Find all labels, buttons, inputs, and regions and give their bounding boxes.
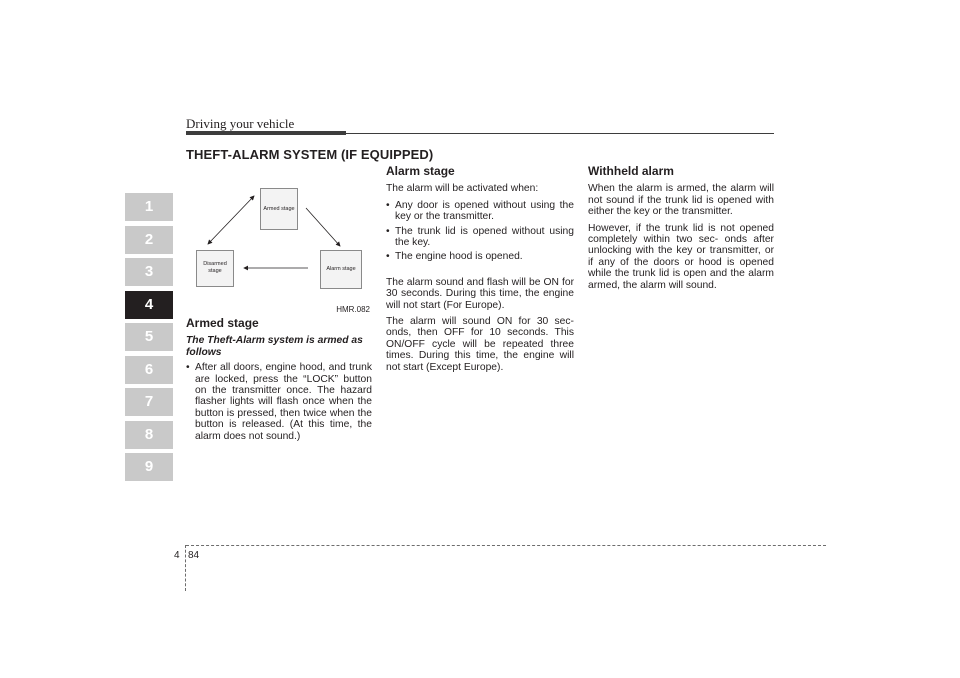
header-rule (346, 133, 774, 134)
running-header-title: Driving your vehicle (186, 116, 295, 131)
alarm-state-diagram (186, 168, 372, 316)
alarm-stage-column (386, 166, 574, 378)
alarm-stage-heading: Alarm stage (386, 164, 455, 178)
withheld-alarm-paragraph-1: When the alarm is armed, the alarm will not sound if the trunk lid is opened with either the key or the transmitter. (588, 183, 774, 218)
armed-stage-intro: The Theft-Alarm system is armed as follows (186, 335, 363, 358)
list-item (386, 251, 574, 262)
chapter-tab-5[interactable]: 5 (125, 323, 173, 351)
chapter-tab-1[interactable]: 1 (125, 193, 173, 221)
arrow-armed-alarm (306, 208, 340, 246)
disarmed-stage-box: Disarmed stage (196, 250, 234, 287)
armed-stage-heading: Armed stage (186, 316, 259, 330)
withheld-alarm-paragraph-2: However, if the trunk lid is not opened completely within two sec- onds after unlocking with the key or transmitter, or if any of the doors or hood is opened while the trunk lid is open and the alarm armed, the alarm will sound. (588, 222, 774, 291)
bullet-dot: • (386, 199, 390, 211)
chapter-tab-6[interactable]: 6 (125, 356, 173, 384)
chapter-tabs (125, 193, 173, 486)
chapter-tab-7[interactable]: 7 (125, 388, 173, 416)
armed-stage-box: Armed stage (260, 188, 298, 230)
footer-page-number: 84 (188, 550, 200, 561)
alarm-stage-bullet-3: The engine hood is opened. (395, 251, 523, 263)
bullet-dot: • (386, 225, 390, 237)
list-item (186, 362, 372, 442)
alarm-stage-paragraph-1: The alarm sound and flash will be ON for 30 seconds. During this time, the engine will not start (For Europe). (386, 276, 574, 311)
header-accent-bar (186, 131, 346, 135)
list-item (386, 226, 574, 249)
list-item (386, 200, 574, 223)
alarm-stage-bullet-1: Any door is opened without using the key or the transmitter. (395, 199, 574, 223)
alarm-stage-box: Alarm stage (320, 250, 362, 289)
bullet-dot: • (186, 362, 190, 374)
figure-caption: HMR.082 (336, 305, 370, 314)
alarm-stage-intro: The alarm will be activated when: (386, 183, 539, 195)
footer-rule (186, 545, 826, 546)
chapter-tab-2[interactable]: 2 (125, 226, 173, 254)
footer-divider (185, 545, 186, 591)
alarm-stage-bullet-2: The trunk lid is opened without using the key. (395, 225, 574, 249)
armed-stage-bullet: After all doors, engine hood, and trunk are locked, press the “LOCK” button on the transmitter once. The hazard flasher lights will flash once when the button is pressed, then twice when the button is released. (At this time, the alarm does not sound.) (195, 362, 372, 442)
chapter-tab-9[interactable]: 9 (125, 453, 173, 481)
withheld-alarm-column (588, 166, 774, 296)
withheld-alarm-heading: Withheld alarm (588, 164, 674, 178)
arrow-disarmed-armed (208, 196, 254, 244)
chapter-tab-8[interactable]: 8 (125, 421, 173, 449)
chapter-tab-4[interactable]: 4 (125, 291, 173, 319)
armed-stage-column (186, 318, 372, 445)
alarm-stage-paragraph-2: The alarm will sound ON for 30 sec- onds, then OFF for 10 seconds. This ON/OFF cycle will be repeated three times. During this time, the engine will not start (Except Europe). (386, 316, 574, 373)
section-title: THEFT-ALARM SYSTEM (IF EQUIPPED) (186, 147, 434, 162)
chapter-tab-3[interactable]: 3 (125, 258, 173, 286)
bullet-dot: • (386, 251, 390, 263)
footer-chapter-number: 4 (174, 550, 180, 561)
